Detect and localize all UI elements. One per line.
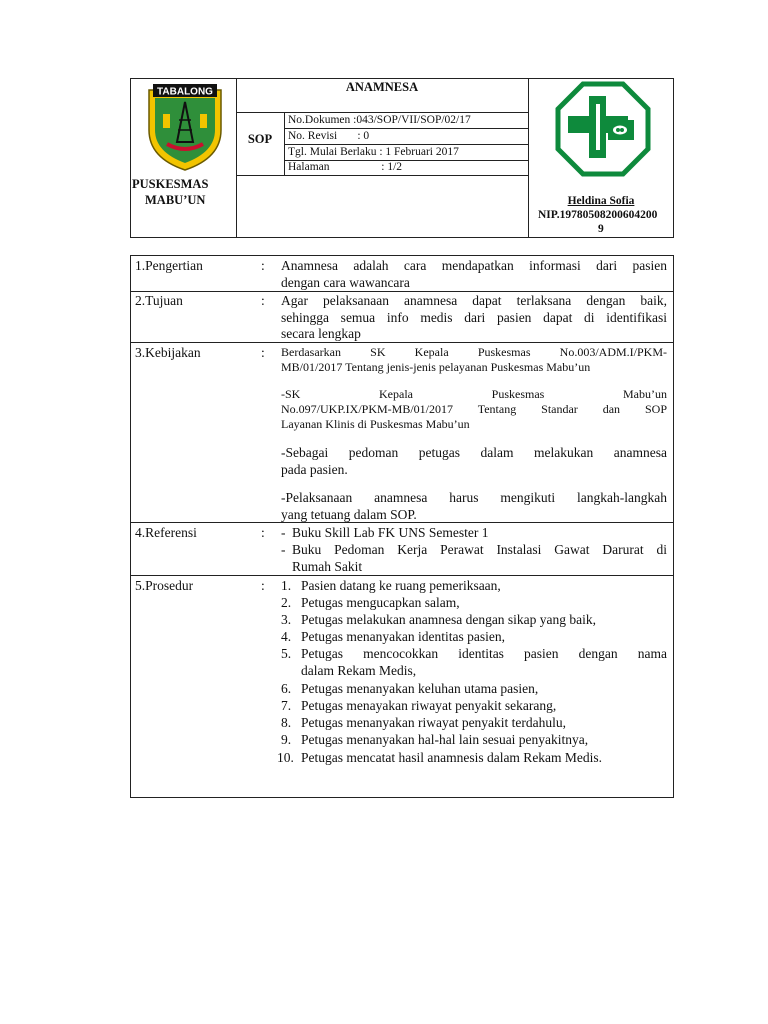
tujuan-line: Agar pelaksanaan anamnesa dapat terlaksana dengan baik,	[281, 293, 667, 308]
kebijakan-p3-line: pada pasien.	[281, 462, 348, 477]
referensi-item-line: Rumah Sakit	[292, 559, 363, 574]
prosedur-step-number: 10.	[277, 750, 294, 765]
org-name-line1: PUSKESMAS	[132, 177, 209, 191]
signer-nip-line1: NIP.19780508200604200	[538, 209, 658, 221]
puskesmas-logo	[554, 80, 652, 178]
prosedur-step-text: Petugas menanyakan keluhan utama pasien,	[301, 681, 539, 696]
crest-banner-text: TABALONG	[157, 86, 213, 98]
prosedur-step-text: Petugas mengucapkan salam,	[301, 595, 460, 610]
tujuan-line: secara lengkap	[281, 326, 361, 341]
prosedur-step-text: dalam Rekam Medis,	[301, 663, 417, 678]
start-date: Tgl. Mulai Berlaku : 1 Februari 2017	[288, 146, 459, 158]
tujuan-label: 2.Tujuan	[135, 293, 183, 308]
sop-label: SOP	[247, 132, 273, 146]
doc-number: No.Dokumen :043/SOP/VII/SOP/02/17	[288, 114, 471, 126]
prosedur-step-number: 4.	[281, 629, 292, 644]
kebijakan-p2-line: -SK Kepala Puskesmas Mabu’un	[281, 387, 667, 401]
prosedur-step-text: Pasien datang ke ruang pemeriksaan,	[301, 578, 501, 593]
prosedur-step-text: Petugas menanyakan hal-hal lain sesuai penyakitnya,	[301, 732, 589, 747]
referensi-bullet: -	[281, 525, 286, 540]
tujuan-line: sehingga semua info medis dari pasien dapat di identifikasi	[281, 310, 667, 325]
prosedur-colon: :	[261, 578, 265, 593]
pengertian-label: 1.Pengertian	[135, 258, 203, 273]
prosedur-step-text: Petugas menayakan riwayat penyakit sekarang,	[301, 698, 557, 713]
pengertian-line: Anamnesa adalah cara mendapatkan informasi dari pasien	[281, 258, 667, 273]
referensi-item-line: Buku Skill Lab FK UNS Semester 1	[292, 525, 489, 540]
kebijakan-label: 3.Kebijakan	[135, 345, 201, 360]
referensi-bullet: -	[281, 542, 286, 557]
tujuan-colon: :	[261, 293, 265, 308]
prosedur-step-number: 3.	[281, 612, 292, 627]
sop-title: ANAMNESA	[345, 80, 419, 94]
prosedur-step-number: 9.	[281, 732, 292, 747]
pengertian-colon: :	[261, 258, 265, 273]
kebijakan-p1-line: Berdasarkan SK Kepala Puskesmas No.003/ADM.I/PKM-	[281, 345, 667, 359]
signer-nip-line2: 9	[598, 223, 604, 235]
kebijakan-p1-line: MB/01/2017 Tentang jenis-jenis pelayanan Puskesmas Mabu’un	[281, 360, 591, 374]
org-name-line2: MABU’UN	[145, 193, 206, 207]
prosedur-step-text: Petugas mencocokkan identitas pasien dengan nama	[301, 646, 667, 661]
kebijakan-p4-line: -Pelaksanaan anamnesa harus mengikuti langkah-langkah	[281, 490, 667, 505]
prosedur-step-number: 7.	[281, 698, 292, 713]
pengertian-line: dengan cara wawancara	[281, 275, 410, 290]
prosedur-step-number: 1.	[281, 578, 292, 593]
kebijakan-p3-line: -Sebagai pedoman petugas dalam melakukan anamnesa	[281, 445, 667, 460]
kebijakan-p4-line: yang tetuang dalam SOP.	[281, 507, 417, 522]
tabalong-crest-logo	[143, 80, 227, 172]
kebijakan-p2-line: No.097/UKP.IX/PKM-MB/01/2017 Tentang Standar dan SOP	[281, 402, 667, 416]
revision-number: No. Revisi : 0	[288, 130, 370, 142]
prosedur-step-text: Petugas menanyakan riwayat penyakit terdahulu,	[301, 715, 567, 730]
prosedur-step-number: 5.	[281, 646, 292, 661]
prosedur-label: 5.Prosedur	[135, 578, 194, 593]
referensi-item-line: Buku Pedoman Kerja Perawat Instalasi Gawat Darurat di	[292, 542, 667, 557]
signer-name: Heldina Sofia	[567, 195, 635, 207]
prosedur-step-number: 2.	[281, 595, 292, 610]
prosedur-step-number: 6.	[281, 681, 292, 696]
page-number: Halaman : 1/2	[288, 161, 403, 173]
prosedur-step-text: Petugas mencatat hasil anamnesis dalam Rekam Medis.	[301, 750, 603, 765]
prosedur-step-text: Petugas menanyakan identitas pasien,	[301, 629, 505, 644]
referensi-colon: :	[261, 525, 265, 540]
prosedur-step-number: 8.	[281, 715, 292, 730]
kebijakan-p2-line: Layanan Klinis di Puskesmas Mabu’un	[281, 417, 470, 431]
kebijakan-colon: :	[261, 345, 265, 360]
prosedur-step-text: Petugas melakukan anamnesa dengan sikap yang baik,	[301, 612, 597, 627]
referensi-label: 4.Referensi	[135, 525, 197, 540]
